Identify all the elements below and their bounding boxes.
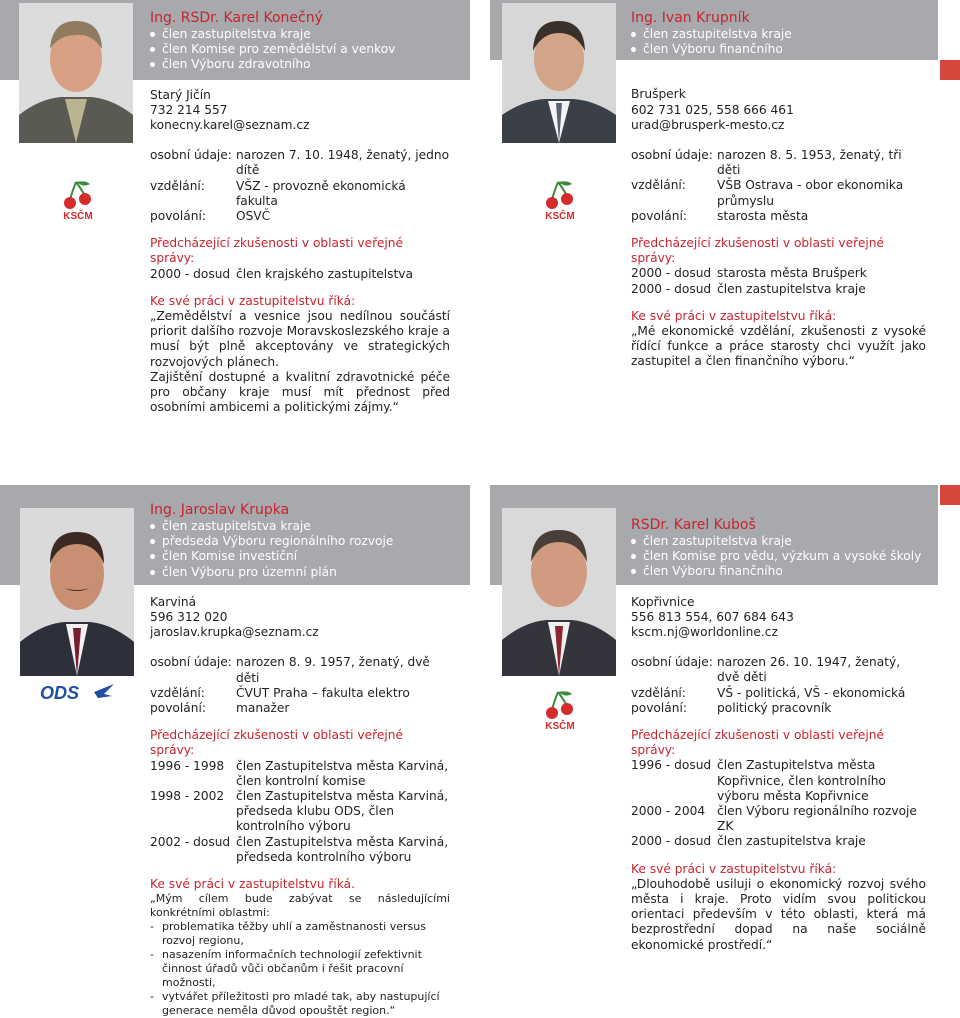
candidate-name: Ing. Jaroslav Krupka — [150, 502, 290, 518]
info-label: osobní údaje: — [631, 148, 713, 163]
info-value: OSVČ — [236, 209, 271, 224]
experience-text: člen Zastupitelstva města Karviná, člen kontrolní komise — [236, 758, 449, 788]
candidate-photo — [502, 3, 616, 143]
contact-city: Brušperk — [631, 87, 686, 102]
info-value: ČVUT Praha – fakulta elektro — [236, 685, 410, 700]
quote-paragraph: „Zemědělství a vesnice jsou nedílnou součástí priorit dalšího rozvoje Moravskoslezského kraje a musí být plně akceptovány ve strategických rozvojových plánech. — [150, 309, 450, 369]
role-item: člen Výboru finančního — [631, 564, 926, 579]
experience-period: 1996 - dosud — [631, 758, 712, 773]
experience-period: 2000 - 2004 — [631, 804, 706, 819]
experience-text: člen Zastupitelstva města Karviná, předseda klubu ODS, člen kontrolního výboru — [236, 789, 449, 834]
experience-title: Předcházející zkušenosti v oblasti veřejné správy: — [631, 728, 884, 758]
kscm-logo-text: KSČM — [545, 211, 575, 220]
experience-period: 2000 - dosud — [150, 266, 231, 281]
experience-list — [150, 759, 450, 865]
quote-list — [150, 920, 450, 1018]
info-label: povolání: — [631, 208, 687, 223]
role-item: člen Komise pro vědu, výzkum a vysoké školy — [631, 549, 926, 564]
experience-text: člen krajského zastupitelstva — [236, 266, 413, 281]
candidate-name: RSDr. Karel Kuboš — [631, 517, 756, 533]
role-item: člen zastupitelstva kraje — [150, 519, 450, 534]
contact-city: Karviná — [150, 594, 197, 609]
info-value: VŠB Ostrava - obor ekonomika průmyslu — [717, 178, 904, 208]
personal-info — [150, 655, 450, 716]
quote-paragraph: „Dlouhodobě usiluji o ekonomický rozvoj svého města i kraje. Proto vidím svou politickou orientaci především v této oblasti, která má bezprostřední dopad na naše sociálně ekonomické prostředí.“ — [631, 876, 926, 952]
experience-title: Předcházející zkušenosti v oblasti veřejné správy: — [631, 236, 884, 266]
info-label: povolání: — [150, 209, 206, 224]
info-label: vzdělání: — [150, 178, 205, 193]
contact-email[interactable]: jaroslav.krupka@seznam.cz — [150, 625, 319, 640]
experience-list — [631, 266, 926, 296]
experience-text: člen Výboru regionálního rozvoje ZK — [717, 804, 917, 834]
info-label: osobní údaje: — [150, 655, 232, 670]
experience-period: 1996 - 1998 — [150, 758, 225, 773]
quote-list-item: - vytvářet příležitosti pro mladé tak, aby nastupující generace neměla důvod opouštět region.“ — [150, 990, 450, 1018]
role-item: člen zastupitelstva kraje — [631, 27, 926, 42]
candidate-card-krupka — [150, 502, 450, 1018]
info-value: VŠ - politická, VŠ - ekonomická — [717, 685, 906, 700]
personal-info — [631, 655, 926, 716]
info-value: politický pracovník — [717, 700, 832, 715]
role-item: člen zastupitelstva kraje — [631, 534, 926, 549]
kscm-logo — [540, 688, 580, 730]
experience-period: 2002 - dosud — [150, 834, 231, 849]
ods-logo-text: ODS — [40, 683, 80, 702]
quote — [150, 892, 450, 1018]
info-value: narozen 26. 10. 1947, ženatý, dvě děti — [717, 655, 901, 685]
quote-title: Ke své práci v zastupitelstvu říká: — [150, 293, 356, 308]
candidate-photo — [19, 3, 133, 143]
quote-title: Ke své práci v zastupitelstvu říká. — [150, 877, 355, 892]
candidate-card-kubos — [631, 517, 926, 953]
quote — [150, 309, 450, 415]
experience-period: 1998 - 2002 — [150, 789, 225, 804]
quote-title: Ke své práci v zastupitelstvu říká: — [631, 308, 837, 323]
experience-text: člen Zastupitelstva města Karviná, předseda kontrolního výboru — [236, 834, 449, 864]
quote — [631, 324, 926, 370]
personal-info — [150, 148, 450, 224]
experience-text: člen Zastupitelstva města Kopřivnice, člen kontrolního výboru města Kopřivnice — [717, 758, 886, 803]
contact-phone: 602 731 025, 558 666 461 — [631, 102, 794, 117]
candidate-card-krupnik — [631, 10, 926, 370]
experience-text: člen zastupitelstva kraje — [717, 834, 866, 849]
experience-period: 2000 - dosud — [631, 281, 712, 296]
contact-email[interactable]: kscm.nj@worldonline.cz — [631, 625, 778, 640]
role-item: člen Výboru finančního — [631, 42, 926, 57]
kscm-logo-text: KSČM — [545, 721, 575, 730]
info-value: manažer — [236, 701, 290, 716]
candidate-photo — [20, 508, 134, 676]
info-label: vzdělání: — [150, 685, 205, 700]
kscm-logo-text: KSČM — [63, 211, 93, 220]
info-label: vzdělání: — [631, 685, 686, 700]
roles-list — [150, 27, 450, 73]
contact-city: Kopřivnice — [631, 594, 695, 609]
roles-list — [150, 519, 450, 580]
ods-logo — [40, 682, 114, 702]
quote-title: Ke své práci v zastupitelstvu říká: — [631, 861, 837, 876]
info-label: vzdělání: — [631, 178, 686, 193]
experience-list — [150, 267, 450, 282]
experience-text: člen zastupitelstva kraje — [717, 281, 866, 296]
roles-list — [631, 27, 926, 57]
page-tab-top — [940, 60, 960, 80]
role-item: člen zastupitelstva kraje — [150, 27, 450, 42]
info-value: narozen 7. 10. 1948, ženatý, jedno dítě — [236, 148, 450, 178]
experience-period: 2000 - dosud — [631, 834, 712, 849]
contact-email[interactable]: konecny.karel@seznam.cz — [150, 118, 310, 133]
quote-list-item: - problematika těžby uhlí a zaměstnanosti versus rozvoj regionu, — [150, 920, 450, 948]
role-item: předseda Výboru regionálního rozvoje — [150, 534, 450, 549]
experience-period: 2000 - dosud — [631, 266, 712, 281]
role-item: člen Výboru zdravotního — [150, 57, 450, 72]
quote-paragraph: Zajištění dostupné a kvalitní zdravotnické péče pro občany kraje musí mít přednost před osobními ambicemi a politickými zájmy.“ — [150, 369, 450, 415]
info-value: starosta města — [717, 208, 809, 223]
candidate-name: Ing. Ivan Krupník — [631, 10, 750, 26]
page-tab-bottom — [940, 485, 960, 505]
candidate-photo — [502, 508, 616, 676]
info-value: VŠZ - provozně ekonomická fakulta — [236, 178, 406, 208]
candidate-card-konecny — [150, 10, 450, 415]
quote-intro: „Mým cílem bude zabývat se následujícími konkrétními oblastmi: — [150, 892, 450, 920]
experience-text: starosta města Brušperk — [717, 266, 867, 281]
personal-info — [631, 148, 926, 224]
role-item: člen Komise pro zemědělství a venkov — [150, 42, 450, 57]
quote-list-item: - nasazením informačních technologií zefektivnit činnost úřadů vůči občanům i řešit pracovní možnosti, — [150, 948, 450, 990]
experience-title: Předcházející zkušenosti v oblasti veřejné správy: — [150, 236, 403, 266]
quote-paragraph: „Mé ekonomické vzdělání, zkušenosti z vysoké řídící funkce a práce starosty chci využít jako zastupitel a člen finančního výboru.“ — [631, 324, 926, 369]
info-label: osobní údaje: — [631, 655, 713, 670]
info-value: narozen 8. 9. 1957, ženatý, dvě děti — [236, 655, 430, 685]
info-label: povolání: — [631, 700, 687, 715]
kscm-logo — [540, 178, 580, 220]
info-label: osobní údaje: — [150, 148, 232, 163]
info-value: narozen 8. 5. 1953, ženatý, tři děti — [717, 148, 902, 178]
contact-phone: 732 214 557 — [150, 102, 228, 117]
contact-email[interactable]: urad@brusperk-mesto.cz — [631, 117, 785, 132]
contact-phone: 596 312 020 — [150, 610, 228, 625]
contact-city: Starý Jičín — [150, 87, 211, 102]
role-item: člen Komise investiční — [150, 549, 450, 564]
experience-list — [631, 758, 926, 849]
kscm-logo — [58, 178, 98, 220]
roles-list — [631, 534, 926, 580]
contact-phone: 556 813 554, 607 684 643 — [631, 609, 794, 624]
candidate-name: Ing. RSDr. Karel Konečný — [150, 10, 323, 26]
info-label: povolání: — [150, 701, 206, 716]
quote — [631, 877, 926, 953]
role-item: člen Výboru pro územní plán — [150, 565, 450, 580]
experience-title: Předcházející zkušenosti v oblasti veřejné správy: — [150, 728, 403, 758]
